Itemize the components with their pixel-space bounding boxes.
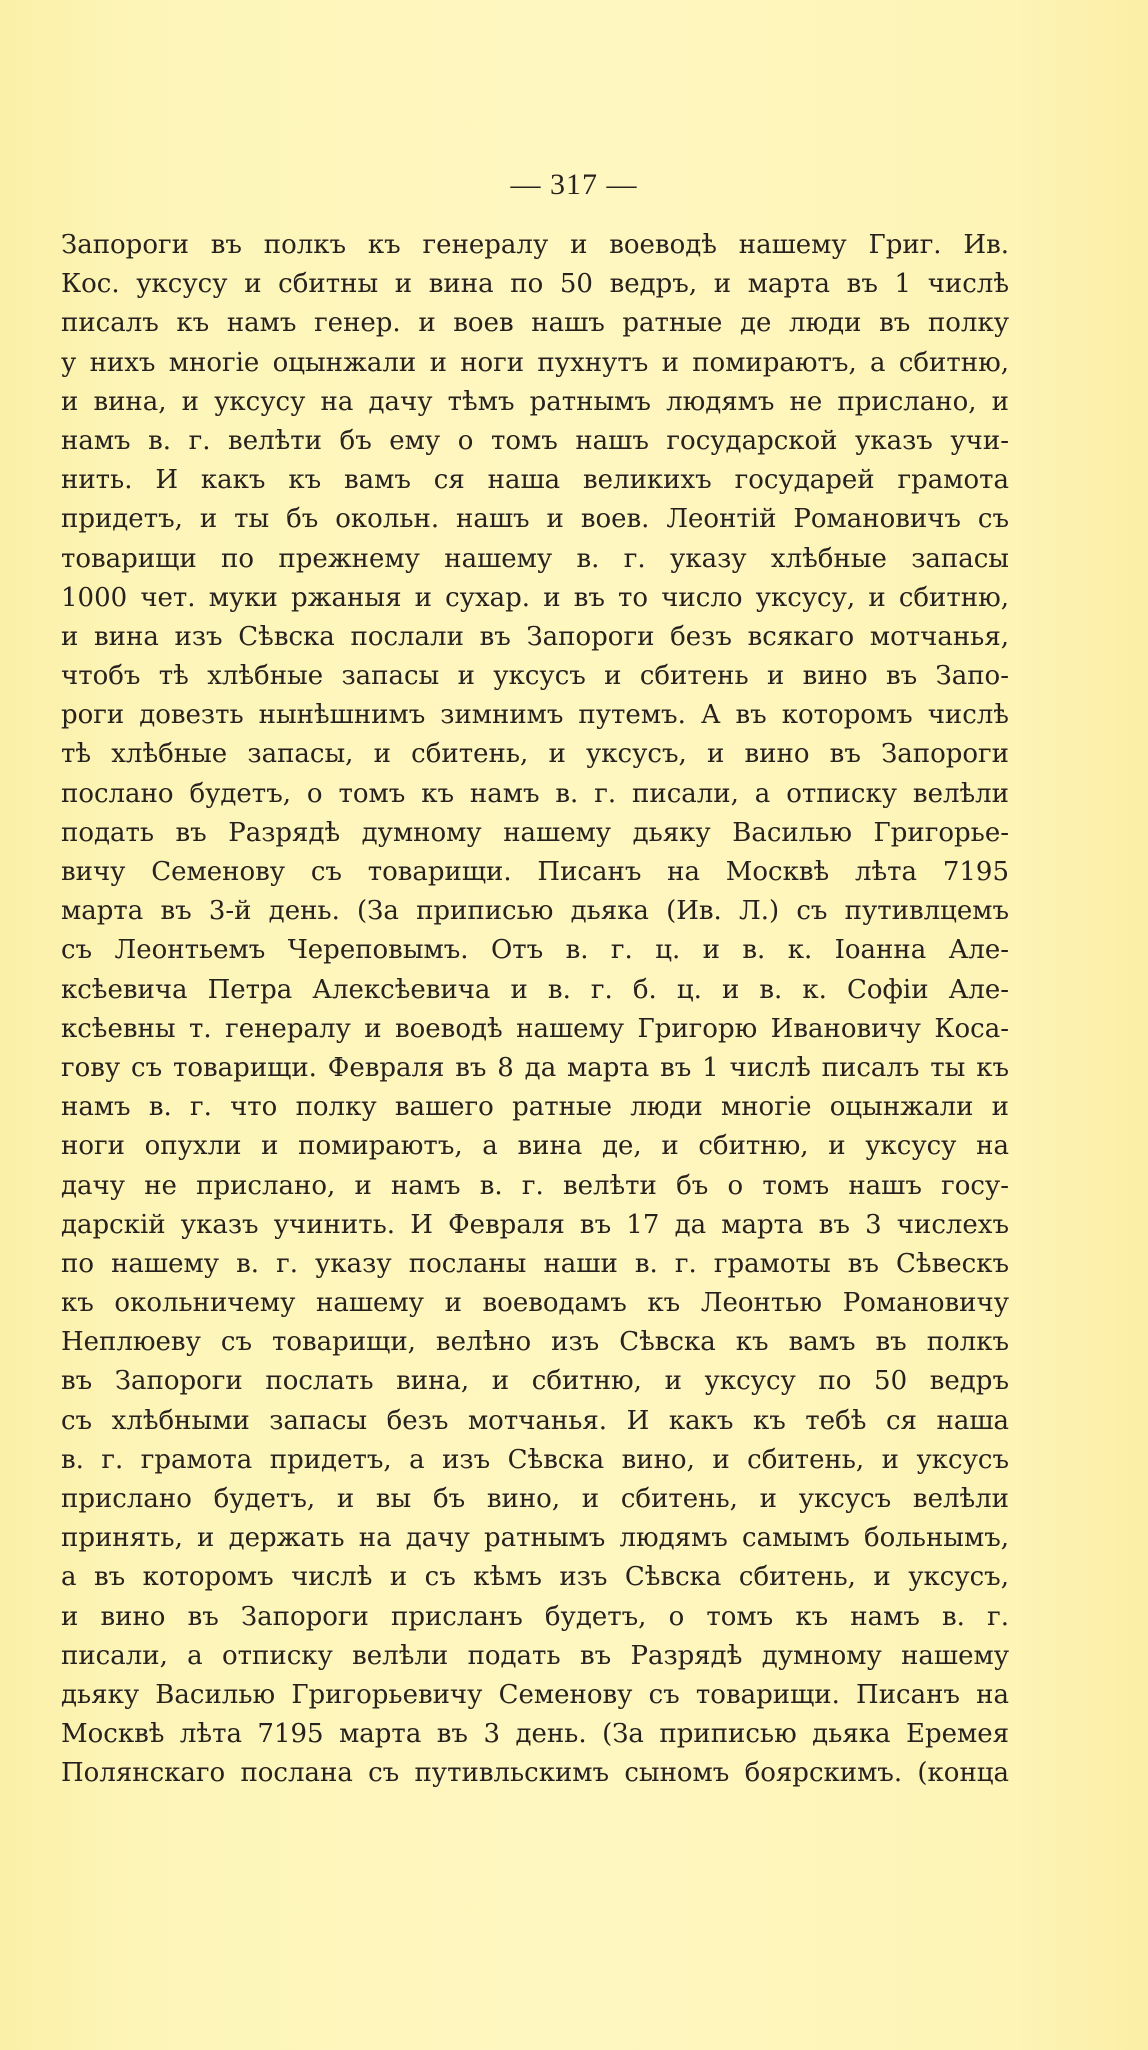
text-line: Запороги въ полкъ къ генералу и воеводѣ нашему Григ. Ив. — [61, 230, 1009, 260]
text-line: съ хлѣбными запасы безъ мотчанья. И какъ къ тебѣ ся наша — [61, 1405, 1009, 1436]
text-line: послано будетъ, о томъ къ намъ в. г. писали, а отписку велѣли — [61, 778, 1009, 809]
text-line: прислано будетъ, и вы бъ вино, и сбитень, и уксусъ велѣли — [61, 1484, 1009, 1514]
text-line: ноги опухли и помираютъ, а вина де, и сбитню, и уксусу на — [61, 1131, 1009, 1162]
text-line: дачу не прислано, и намъ в. г. велѣти бъ о томъ нашъ госу- — [61, 1170, 1009, 1201]
text-line: подать въ Разрядѣ думному нашему дьяку Василью Григорье- — [61, 817, 1009, 848]
text-line: съ Леонтьемъ Череповымъ. Отъ в. г. ц. и в. к. Іоанна Але- — [61, 935, 1009, 966]
text-line: придетъ, и ты бъ окольн. нашъ и воев. Леонтій Романовичъ съ — [61, 504, 1009, 535]
text-line: и вина изъ Сѣвска послали въ Запороги безъ всякаго мотчанья, — [61, 621, 1009, 652]
text-line: Полянскаго послана съ путивльскимъ сыномъ боярскимъ. (конца — [61, 1758, 1009, 1789]
text-line: принять, и держать на дачу ратнымъ людямъ самымъ больнымъ, — [61, 1523, 1009, 1554]
text-line: въ Запороги послать вина, и сбитню, и уксусу по 50 ведръ — [61, 1366, 1009, 1397]
text-line: тѣ хлѣбные запасы, и сбитень, и уксусъ, и вино въ Запороги — [61, 739, 1009, 770]
text-line: чтобъ тѣ хлѣбные запасы и уксусъ и сбитень и вино въ Запо- — [61, 661, 1009, 692]
text-line: намъ в. г. что полку вашего ратные люди многіе оцынжали и — [61, 1092, 1009, 1123]
text-line: ксѣевны т. генералу и воеводѣ нашему Григорю Ивановичу Коса- — [61, 1013, 1009, 1044]
text-line: и вина, и уксусу на дачу тѣмъ ратнымъ людямъ не прислано, и — [61, 386, 1009, 417]
text-line: дьяку Василью Григорьевичу Семенову съ товарищи. Писанъ на — [61, 1679, 1009, 1710]
text-line: у нихъ многіе оцынжали и ноги пухнутъ и помираютъ, а сбитню, — [61, 347, 1009, 378]
body-text — [61, 226, 1009, 1794]
text-line: Неплюеву съ товарищи, велѣно изъ Сѣвска къ вамъ въ полкъ — [61, 1327, 1009, 1358]
text-line: нить. И какъ къ вамъ ся наша великихъ государей грамота — [61, 465, 1009, 496]
text-line: а въ которомъ числѣ и съ кѣмъ изъ Сѣвска сбитень, и уксусъ, — [61, 1562, 1009, 1593]
text-line: гову съ товарищи. Февраля въ 8 да марта въ 1 числѣ писалъ ты къ — [61, 1052, 1009, 1083]
text-line: товарищи по прежнему нашему в. г. указу хлѣбные запасы — [61, 543, 1009, 574]
text-line: Кос. уксусу и сбитны и вина по 50 ведръ, и марта въ 1 числѣ — [61, 269, 1009, 300]
text-line: марта въ 3-й день. (За приписью дьяка (Ив. Л.) съ путивлцемъ — [61, 896, 1009, 927]
text-line: дарскій указъ учинить. И Февраля въ 17 да марта въ 3 числехъ — [61, 1209, 1009, 1240]
text-line: писали, а отписку велѣли подать въ Разрядѣ думному нашему — [61, 1640, 1009, 1671]
text-line: намъ в. г. велѣти бъ ему о томъ нашъ государской указъ учи- — [61, 425, 1009, 456]
text-line: къ окольничему нашему и воеводамъ къ Леонтью Романовичу — [61, 1288, 1009, 1319]
text-line: вичу Семенову съ товарищи. Писанъ на Москвѣ лѣта 7195 — [61, 857, 1009, 887]
text-line: Москвѣ лѣта 7195 марта въ 3 день. (За приписью дьяка Еремея — [61, 1719, 1009, 1750]
text-line: в. г. грамота придетъ, а изъ Сѣвска вино, и сбитень, и уксусъ — [61, 1444, 1009, 1475]
text-line: писалъ къ намъ генер. и воев нашъ ратные де люди въ полку — [61, 308, 1009, 339]
text-line: и вино въ Запороги присланъ будетъ, о томъ къ намъ в. г. — [61, 1601, 1009, 1632]
text-line: по нашему в. г. указу посланы наши в. г. грамоты въ Сѣвескъ — [61, 1248, 1009, 1279]
text-line: 1000 чет. муки ржаныя и сухар. и въ то число уксусу, и сбитню, — [61, 582, 1009, 613]
text-line: роги довезть нынѣшнимъ зимнимъ путемъ. А въ которомъ числѣ — [61, 700, 1009, 731]
text-line: ксѣевича Петра Алексѣевича и в. г. б. ц. и в. к. Софіи Але- — [61, 974, 1009, 1005]
page-number: — 317 — — [510, 168, 638, 201]
